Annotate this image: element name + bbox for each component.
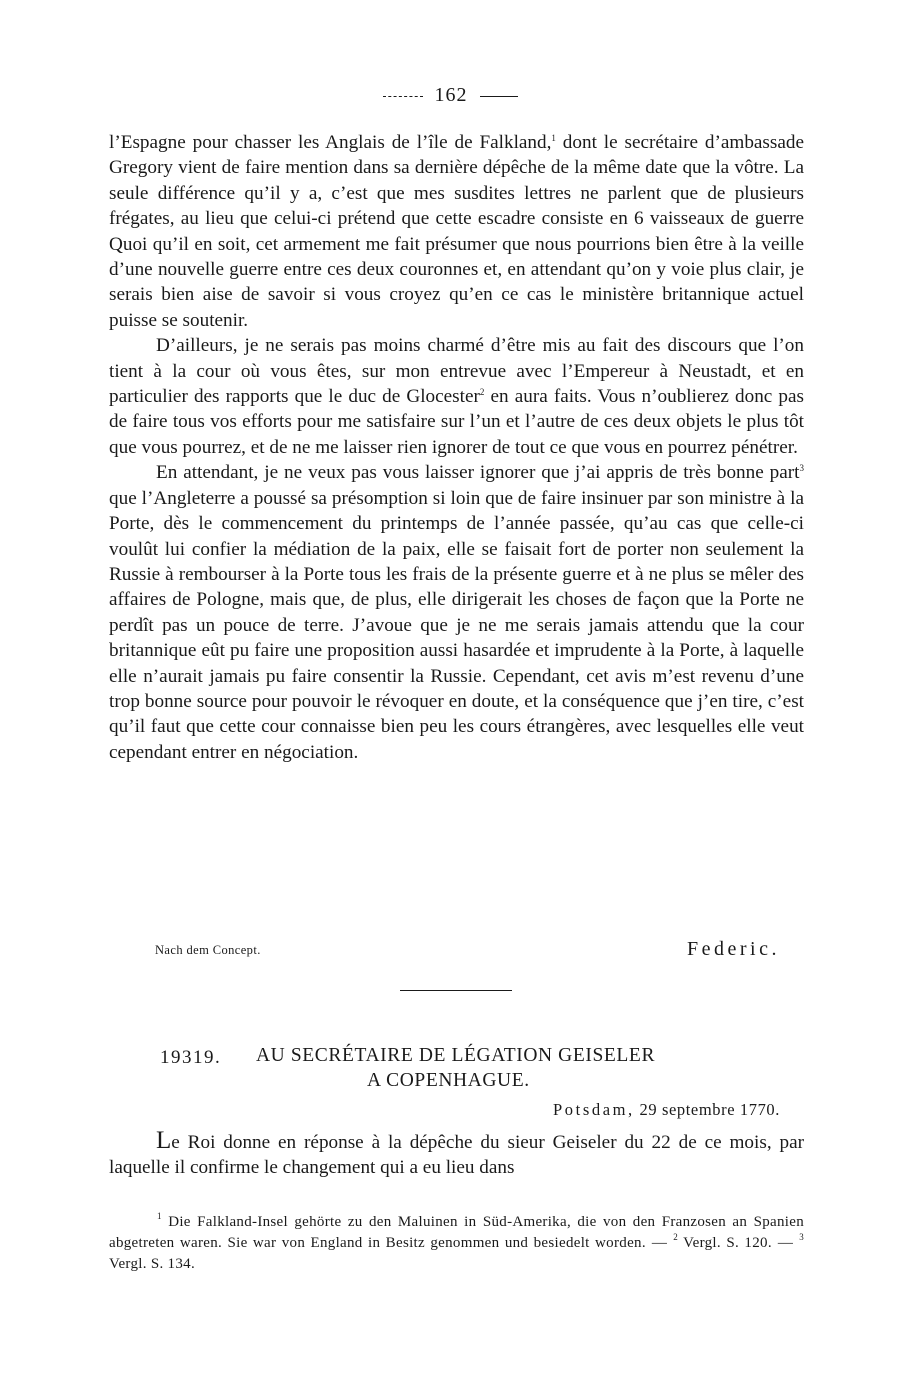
document-number: 19319. [160,1047,222,1068]
regest-text: e Roi donne en réponse à la dépêche du sieur Geiseler du 22 de ce mois, par laquelle il confirme le changement qui a eu lieu dans [109,1132,804,1179]
page-number-line [0,84,900,107]
footnote-dash: — [651,1235,668,1251]
footnote-dash: — [777,1235,794,1251]
footnote-reference: 2 [479,387,485,398]
letter-body [109,130,804,765]
body-paragraph [109,130,804,333]
document-title-line2: A COPENHAGUE. [367,1070,530,1091]
document-title: AU SECRÉTAIRE DE LÉGATION GEISELER [256,1045,656,1066]
regest [109,1128,804,1181]
body-paragraph [109,333,804,460]
footnote-reference: 3 [799,463,804,474]
source-line [155,938,780,960]
footnote-marker-2: 2 [673,1232,679,1242]
header-rule-right [480,96,518,97]
footnote-marker-3: 3 [799,1232,804,1242]
footnote-reference: 1 [551,133,556,143]
section-separator [400,990,512,991]
dateline [553,1100,780,1120]
regest-initial: L [156,1127,172,1154]
dateline-place: Potsdam, [553,1100,635,1119]
body-paragraph [109,460,804,765]
signature: Federic. [687,938,780,960]
footnotes [109,1212,804,1275]
footnote-block [109,1212,804,1275]
page-number: 162 [434,84,468,106]
footnote-marker-1: 1 [157,1211,162,1221]
source-note: Nach dem Concept. [155,942,261,957]
paragraph-text: que l’Angleterre a poussé sa présomption si loin que de faire insinuer par son ministre à la Porte, dès le commencement du printemps de l’année passée, qu’au cas que celle-ci voulût lui confier la médiation de la paix, elle se faisait fort de porter non seulement la Russie à rembourser à la Porte tous les frais de la présente guerre et à ne plus se mêler des affaires de Pologne, mais que, de plus, elle dirigerait les choses de façon que la Porte ne perdît pas un pouce de terre. J’avoue que je ne me serais jamais attendu que la cour britannique eût pu faire une proposition aussi hasardée et imprudente à la Porte, à laquelle elle n’aurait jamais pu faire consentir la Russie. Cependant, cet avis m’est revenu d’une trop bonne source pour pouvoir le révoquer en doute, et la conséquence que j’en tire, c’est qu’il faut que cette cour connaisse bien peu les cours étrangères, avec lesquelles elle veut cependant entrer en négociation. [109,487,804,763]
header-rule-left [383,96,423,97]
paragraph-text: en aura faits. Vous n’oublierez donc pas de faire tous vos efforts pour me satisfaire sur l’un et l’autre de ces deux objets le plus tôt que vous pourrez, et de ne me laisser rien ignorer de tout ce que vous en pourrez pénétrer. [109,386,804,458]
paragraph-text: l’Espagne pour chasser les Anglais de l’île de Falkland, [109,132,552,153]
dateline-date: 29 septembre 1770. [639,1100,780,1119]
paragraph-text: En attendant, je ne veux pas vous laisser ignorer que j’ai appris de très bonne part [156,462,800,484]
paragraph-text: D’ailleurs, je ne serais pas moins charmé d’être mis au fait des discours que l’on tient à la cour où vous êtes, sur mon entrevue avec l’Empereur à Neustadt, et en particulier des rapports que le duc de Glocester [109,335,804,408]
footnote-2-text: Vergl. S. 120. [678,1235,772,1251]
paragraph-text: dont le secrétaire d’ambassade Gregory vient de faire mention dans sa dernière dépêche de la même date que la vôtre. La seule différence qu’il y a, c’est que mes susdites lettres ne parlent que de plusieurs frégates, au lieu que celui-ci prétend que cette escadre consiste en 6 vaisseaux de guerre Quoi qu’il en soit, cet armement me fait présumer que nous pourrions bien être à la veille d’une nouvelle guerre entre ces deux couronnes et, en attendant qu’on y voie plus clair, je serais bien aise de savoir si vous croyez qu’en ce cas le ministère britannique actuel puisse se soutenir. [109,132,804,331]
footnote-1-text: Die Falkland-Insel gehörte zu den Maluinen in Süd-Amerika, die von den Franzosen an Spanien abgetreten waren. Sie war von England in Besitz genommen und besiedelt worden. [109,1214,804,1251]
regest-paragraph [109,1128,804,1181]
footnote-3-text: Vergl. S. 134. [109,1256,196,1272]
